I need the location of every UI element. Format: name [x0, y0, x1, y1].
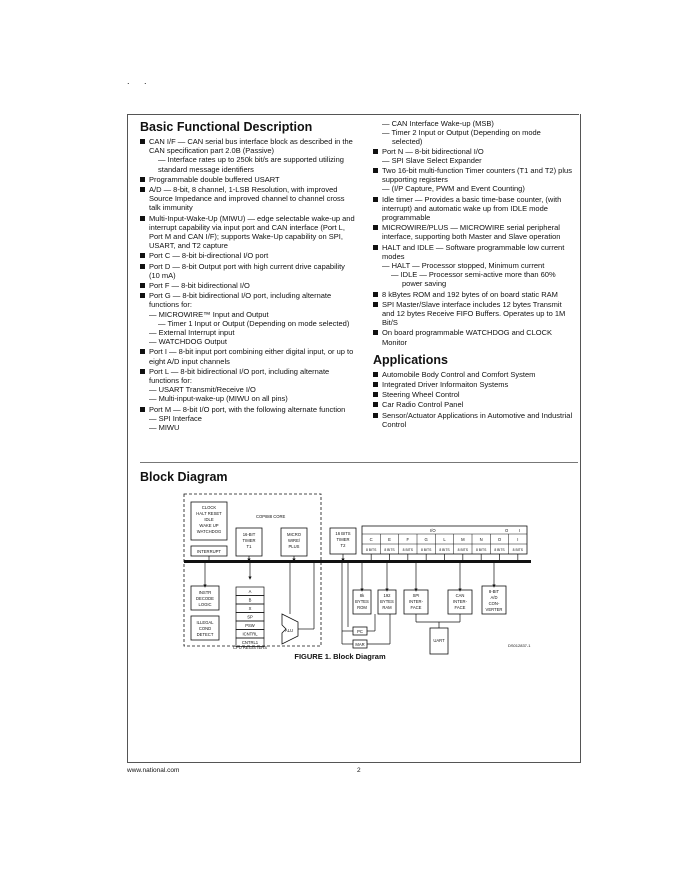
bullet-port-g: Port G — 8-bit bidirectional I/O port, including alternate functions for: — MICROWIRE™ Input and Output — Timer 1 Input or Output (Depending on mode selected) — External Interrupt input — WATCHDOG Output — [140, 291, 356, 346]
right-column — [373, 119, 573, 430]
ram-line: 192 — [383, 593, 391, 598]
can-line: INTER- — [453, 599, 467, 604]
pc-label: PC — [357, 629, 363, 634]
port-label-c: C — [369, 537, 373, 542]
sub-item: — Timer 1 Input or Output (Depending on mode selected) — [158, 318, 350, 328]
bullet-spi: SPI Master/Slave interface includes 12 bytes Transmit and 12 bytes Receive FIFO Buffers. Operates up to 1M Bit/S — [373, 300, 573, 328]
bullet-microwire: MICROWIRE/PLUS — MICROWIRE serial peripheral interface, supporting both Master and Slave operation — [373, 223, 573, 241]
bullet-idle-timer: Idle timer — Provides a basic time-base counter, (with interrupt) and automatic wake up from IDLE mode programmable — [373, 195, 573, 223]
alu-label: ALU — [284, 628, 294, 633]
bullet-port-f: Port F — 8-bit bidirectional I/O — [140, 281, 356, 290]
sub-item: — MIWU — [149, 423, 180, 433]
block-diagram — [180, 490, 540, 655]
rom-line: BYTES — [355, 599, 369, 604]
sub-item: — Interface rates up to 250k bit/s are supported utilizing standard message identifiers — [158, 155, 344, 174]
rom-line: ROM — [357, 605, 367, 610]
o-label: O — [505, 528, 509, 533]
register-icntrl: ICNTRL — [242, 631, 258, 637]
port-label-e: E — [388, 537, 391, 542]
sub-item: — SPI Interface — [149, 413, 202, 423]
illegal-line: ILLEGAL — [196, 620, 214, 625]
cpu-registers-label: CPU REGISTERS — [232, 645, 268, 650]
bullet-can-if: CAN I/F — CAN serial bus interface block as described in the CAN specification part 2.0B (Passive) — Interface rates up to 250k bit/s are supported utilizing standard message identifiers — [140, 137, 356, 174]
register-b: B — [248, 597, 252, 603]
spi-line: FACE — [410, 605, 422, 610]
ad-line: CON- — [488, 601, 500, 606]
port-bits-g: 8 BITS — [420, 548, 432, 552]
illegal-line: DETECT — [196, 632, 214, 637]
section-divider — [140, 462, 578, 463]
bullet-miwu: Multi-Input-Wake-Up (MIWU) — edge selectable wake-up and interrupt capability via input port and CAN interface (Port L, Port M and CAN I/F); supports Wake-Up capability on SPI, USART, and T2 capture — [140, 214, 356, 251]
bullet-port-m: Port M — 8-bit I/O port, with the following alternate function — SPI Interface — MIWU — [140, 405, 356, 433]
sub-item: — WATCHDOG Output — [149, 337, 227, 347]
timer1-line: T1 — [246, 544, 252, 549]
register-a: A — [248, 589, 252, 594]
ram-line: RAM — [382, 605, 392, 610]
cpu-register-stack — [236, 587, 264, 647]
bullet-halt-idle: HALT and IDLE — Software programmable low current modes — HALT — Processor stopped, Minimum current — IDLE — Processor semi-active more than 60% power saving — [373, 243, 573, 289]
instr-line: DECODE — [196, 596, 214, 601]
timer2-line: 16 BITS — [335, 531, 351, 536]
timer1-line: 16-BIT — [242, 532, 256, 537]
bullet-rom-ram: 8 kBytes ROM and 192 bytes of on board static RAM — [373, 290, 573, 299]
register-x: X — [248, 606, 252, 611]
port-bits-o: 8 BITS — [494, 548, 505, 552]
i-label: I — [519, 528, 521, 533]
footer-url: www.national.com — [127, 767, 180, 774]
port-arrows — [371, 554, 518, 560]
app-item: Steering Wheel Control — [373, 390, 573, 399]
port-bits-l: 8 BITS — [439, 548, 450, 552]
section-title-applications: Applications — [373, 352, 449, 367]
sub-item: — Multi-input-wake-up (MIWU on all pins) — [149, 394, 288, 404]
sub-item: — External Interrupt input — [149, 328, 235, 338]
sub-item: — MICROWIRE™ Input and Output — [149, 309, 269, 319]
interrupt-label: INTERRUPT — [197, 549, 221, 554]
register-cntrl1: CNTRL1 — [241, 640, 259, 645]
bullet-usart: Programmable double buffered USART — [140, 175, 356, 184]
microwire-line: PLUS — [288, 544, 300, 549]
register-sp: SP — [247, 614, 253, 620]
spi-line: SPI — [412, 593, 420, 598]
sub-item: — IDLE — Processor semi-active more than 60% power saving — [391, 270, 556, 289]
timer2-line: T2 — [340, 543, 346, 548]
illegal-line: COND — [198, 626, 212, 631]
clock-line: HALT RESET — [196, 511, 222, 516]
port-bits-i: 8 BITS — [512, 548, 524, 552]
bullet-port-c: Port C — 8-bit bi-directional I/O port — [140, 251, 356, 260]
bullet-port-d: Port D — 8-bit Output port with high current drive capability (10 mA) — [140, 262, 356, 280]
app-item: Automobile Body Control and Comfort System — [373, 370, 573, 379]
ad-line: A/D — [490, 595, 498, 600]
spi-line: INTER- — [409, 599, 423, 604]
mar-label: MAR — [355, 642, 365, 647]
continued-item: — CAN Interface Wake-up (MSB) — [382, 119, 494, 128]
bullet-watchdog: On board programmable WATCHDOG and CLOCK Monitor — [373, 328, 573, 346]
bullet-timers: Two 16-bit multi-function Timer counters (T1 and T2) plus supporting registers — (I/P Capture, PWM and Event Counting) — [373, 166, 573, 194]
block-diagram-title: Block Diagram — [140, 470, 228, 484]
figure-id: DS012837-1 — [508, 643, 531, 648]
clock-line: CLOCK — [201, 505, 217, 510]
sub-item: — USART Transmit/Receive I/O — [149, 385, 256, 395]
app-item: Car Radio Control Panel — [373, 400, 573, 409]
timer2-line: TIMER — [336, 537, 350, 542]
port-label-f: F — [406, 537, 410, 542]
footer-page-number: 2 — [357, 767, 361, 774]
microwire-line: MICRO — [287, 532, 301, 537]
port-bits-n: 8 BITS — [475, 548, 487, 552]
section-title-basic: Basic Functional Description — [140, 120, 313, 134]
port-label-m: M — [461, 537, 465, 542]
instr-line: INSTR — [198, 590, 212, 595]
figure-caption: FIGURE 1. Block Diagram — [294, 652, 386, 661]
app-item: Integrated Driver Informaiton Systems — [373, 380, 573, 389]
clock-line: WAKE UP — [199, 523, 219, 528]
port-bits-m: 8 BITS — [457, 548, 469, 552]
app-item: Sensor/Actuator Applications in Automotive and Industrial Control — [373, 411, 573, 429]
port-label-l: L — [443, 537, 446, 542]
main-bus — [184, 560, 531, 563]
port-label-g: G — [424, 537, 428, 542]
clock-line: IDLE — [204, 517, 214, 522]
continued-item: — Timer 2 Input or Output (Depending on mode selected) — [382, 128, 541, 147]
header-dots: . . — [127, 76, 153, 86]
port-label-o: O — [497, 537, 502, 542]
bullet-port-n: Port N — 8-bit bidirectional I/O — SPI Slave Select Expander — [373, 147, 573, 165]
timer1-line: TIMER — [242, 538, 256, 543]
can-line: CAN — [455, 593, 465, 598]
port-label-n: N — [479, 537, 483, 542]
port-bits-e: 8 BITS — [384, 548, 395, 552]
port-bits-c: 8 BITS — [365, 548, 377, 552]
bullet-ad: A/D — 8-bit, 8 channel, 1-LSB Resolution, with improved Source Impedance and improved channel to channel cross talk immunity — [140, 185, 356, 213]
sub-item: — (I/P Capture, PWM and Event Counting) — [382, 184, 525, 194]
microwire-line: WIRE/ — [287, 538, 301, 543]
sub-item: — HALT — Processor stopped, Minimum current — [382, 261, 545, 271]
clock-line: WATCHDOG — [196, 529, 222, 534]
bullet-port-i: Port I — 8-bit input port combining either digital input, or up to eight A/D input channels — [140, 347, 356, 365]
ad-line: VERTER — [485, 607, 503, 612]
ram-line: BYTES — [380, 599, 394, 604]
uart-label: UART — [433, 638, 445, 643]
io-label: I/O — [430, 528, 436, 533]
instr-line: LOGIC — [198, 602, 212, 607]
core-label: COP888 CORE — [256, 514, 286, 519]
port-bits-f: 8 BITS — [402, 548, 414, 552]
port-label-i: I — [517, 537, 519, 542]
left-column — [140, 120, 356, 433]
ad-line: 8-BIT — [488, 589, 500, 594]
register-psw: PSW — [245, 623, 255, 628]
can-line: FACE — [454, 605, 466, 610]
rom-line: 8k — [359, 593, 365, 598]
sub-item: — SPI Slave Select Expander — [382, 155, 482, 165]
bullet-port-l: Port L — 8-bit bidirectional I/O port, including alternate functions for: — USART Transmit/Receive I/O — Multi-input-wake-up (MIWU on all pins) — [140, 367, 356, 404]
